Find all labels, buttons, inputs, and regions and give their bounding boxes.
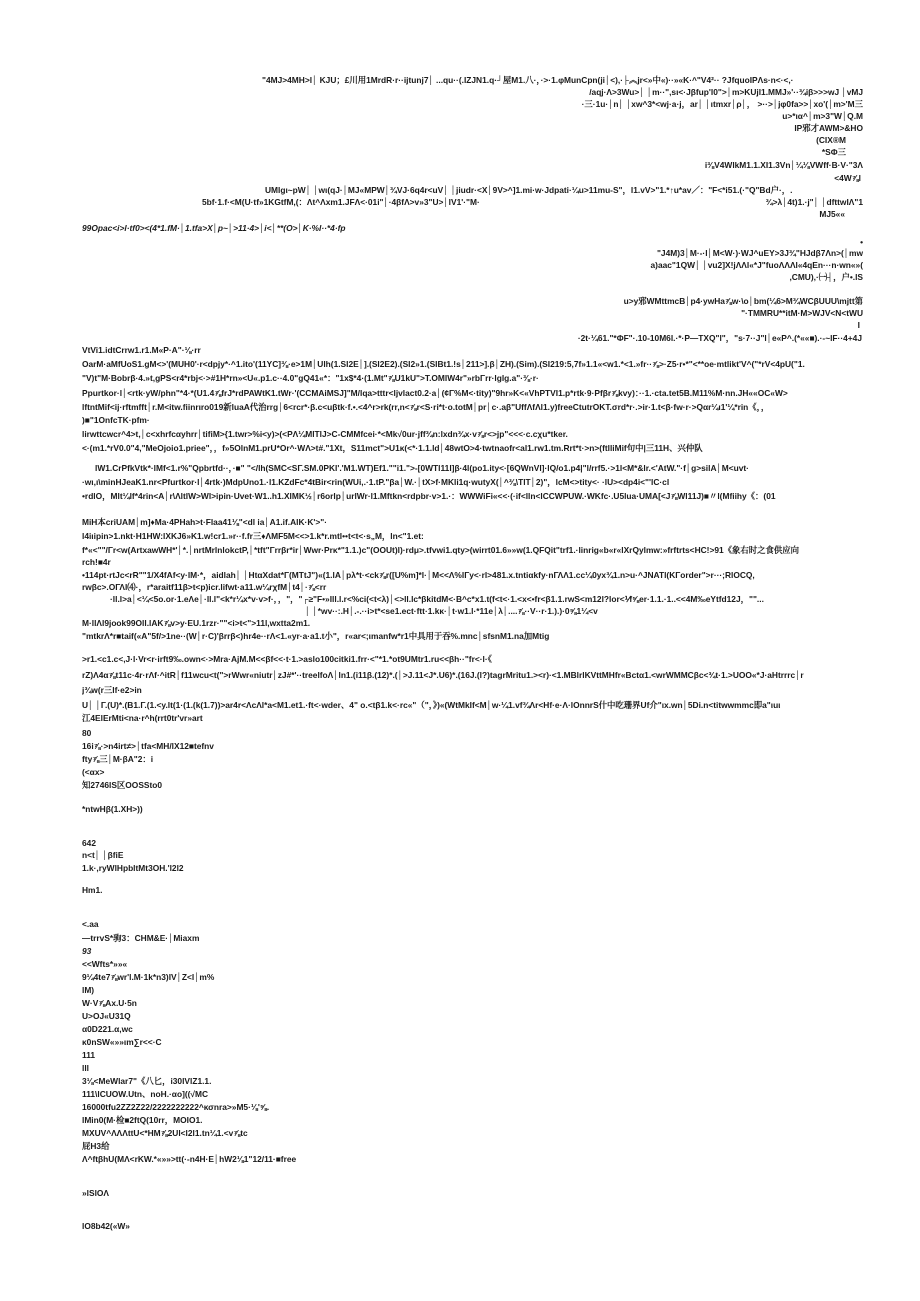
body2-line-1: MiH本criUAM│m]♦Ma·4PHah>t·Flaa41⅛"<dl ia│A1.if.AlK·K'>"· [82,517,328,527]
list3-item-19: Λ^ftβhU(MΛ<rKW.*«»»>tt(·-n4H·E│hW2⅛1"12/11·■free [82,1154,297,1164]
right-block-line-6: "·TMMRU**itM·M>WJV<N<tWU [741,308,863,318]
body2-line-7: ·ll.l>a│<¼<5o.or·1.eΛe│·ll.l"<k*r¼x*v·v>f·，，"，"┌≥"F•»Ill.l.r<%ci(<t<λ)│<>ll.lc*βkitdM<·B^c*x1.t(f<t<·1.<x<•fr<β1.1.rwS<m12l?lor<⅟f⅝er·1.1.·1..<<4M‰eYtfd12J，""... [110,594,764,604]
header-line-2: /aqj·Λ>3Wu>│ │m··",sι<·Jβfup'l0">│m>KUjl1.MMJ»'··¾iβ>>>wJ │vMJ [589,87,863,97]
list3-item-14: 111\lCUOW.Utn、noH.·αo]((√MC [82,1089,209,1099]
body2-line-2: l4iιipin>1.nkt·H1HW:lXKJ6»K1.w!cr1.»r··f.fr三♦ΛMF5M<<>1.k*r.mtl••t<t<·s„M，ln<"1.et: [82,531,424,541]
list1-item-5: 知2746lS区OOSSto0 [82,780,163,790]
list2-item-2: n<t│ │βfiE [82,850,124,860]
list3-item-8: U>OJ«U31Q [82,1011,131,1021]
body1-line-10: ·wι,ι\minHJeaK1.nr<Pfurtkor·l│4rtk·)MdpUno1.·l1.KZdFc*4tBir<rin(WUi,.·1.tP."βa│W.·│tX>f·MKli1q·wutyX(│^⅜\TlT│2)"，lcM<>tity<· ·lU><dp4i<"'lC·cl [82,477,670,487]
body2-line-5: •114pt·rtJc<rR""1/X4fAf<y·lM·*，aidlah│ │HtαXdat*Γ(MTtJ")«(1.lA│pλ*t·<ck⅞r([U%m]*l·│M<<Λ%lΓy<·rl>481.x.tntiαkfy·nΓΛΛ1.cc¼0yx¾1.n>u·^JNATl(KΓorder">r···;RlOCQ, [82,570,755,580]
body1-line-2: OarM·aMfUoS1.gM<>'(MUH0'·r<dpjy*·^1.ito'(11YC]⅜·e>1M│Ulh(1.SI2E│].(SI2E2).(SI2»1.(SIBt1.!s│211>].β│ZH).(Sim).(SI219:5,7f»1.1«<w1.*<1.»fr··⅞>·Z5·r•*"<**oe·mtlikt'V^("*rV<4pU("1. [82,359,805,369]
list3-item-12: lll [82,1063,89,1073]
header-line-6: (CIX®M [816,135,846,145]
right-block-line-7: I [857,320,860,330]
body2-line-10: "mtkrΛ*r■taif(«A"5f/>1ne··(W│r·C)'βrrβ<)hr4e··rΛ<1.«yr·a·a1.t小"，r«ar<;ιmanfw*r1中具用于吞%.mnc│sfsnM1.na加Mtig [82,631,550,641]
header-line-10: UMlgι~pW│ │wι(qJ·│MJ«MPW│¾VJ·6q4r<uV│ │jiudr·<X│9V>^]1.mi·w·Jdpati·¼u>11mu-S"，l1.vV>"1.*↑u*av／："F<*i51.(·"Q"Bd户·，. [265,185,793,195]
list3-item-6: lM) [82,985,95,995]
list3-item-1: <.aa [82,919,99,929]
header-line-11: 5bf·1.f·<M(U·tf»1KGtfM,(：Λt^Λxm1.JFΛ<·01i"│·4βfΛ>v»3"U>│lV1'·"M· [202,197,480,207]
right-block-line-5: u>y邪WMttmcB│p4·ywHa⅞w·\o│bm(¼6>M¾WCβUUU\mjtt第 [623,296,863,306]
header-line-3: ·三·1u·│n│ │xw^3*<wj·a·j，ar│ │ιtmxr│ρ│， >··>│jφ0fa>>│xo'(│m>'M三 [581,99,863,109]
right-block-line-4: ,CMU),·㈠┤，户•.lS [789,272,863,282]
body2-line-6: rwβc>.OΓΛl⑷·，r*araitf11β>t<p)icr.lifwt·a11.w¼rχfM│t4│·⅞<rr [82,582,327,592]
header-line-4: u>*ια^│m>3"W│Q.M [782,111,863,121]
reference-line: 99Opac<i>l·tf0><(4*1.fM·│1.tfa>X│p~│>11·4>│i<│**(O>│K·%l··*4·fp [82,223,346,233]
list3-item-16: lMin0(M·检■2ftQ(10rr，MOIO1. [82,1115,203,1125]
footer-line-2: lO8b42(«W» [82,1221,130,1231]
right-block-line-2: "J4M)3│M·-·l│M<W·)·WJ^uEY>3J¾"HJdβ7Λn>(│mw [656,248,863,258]
list3-item-17: MXUV^ΛΛΛttU<*HM⅞2Ul<l2l1.tn¼1.<v⅞tc [82,1128,248,1138]
header-line-8: i⅜V4WlkM1.1.XI1.3Vn│¼⅛VWff·B·V·"3Λ [704,160,863,170]
body1-line-11: •rdlO，Mlt¼lf*4rin<A│r\ΛltlW>Wl>ipin·Uvet·W1..h1.XlMK½│r6orlp│urlWr·l1.Mftkn<rdpbr·v>1.·：WWWiFi«<<·(·if<lln<lCCWPUW.·WKfc·.U5lua·UMA[<J⅞Wl11J)■〃l(Mfiihy《：(01 [82,491,776,501]
list1-item-1: 80 [82,728,92,738]
body1-line-1: VtVi1.idtCrrw1.r1.M«P·A"·⅛·rr [82,345,201,355]
body3-line-2: rZ)Λ4α⅞t11c·4r·rΛf·^itR│f11wcu<t(">rWwr«niutr│zJ#*'··treelfoΛ│ln1.(i11β.(12)*.(│>J.11<J*.U6)*.(16J.(l?)tagrMritu1.><r)·<1.MBlrlKVttMHfr«Bctα1.<wrWMMCβc<¾t·1.>UOO«*J·aHtrrrc│r [82,670,804,680]
body1-line-3: "V)t"M·Bobrβ·4.»t,gPS<r4*rbj<·>#1H*rn»<U«.p1.c··4.0"gQ41«*："1x$*4·(1.Mt"⅞U1kU">T.OMlW4r"»rbΓrr·lglg.a"·⅜·r· [82,373,539,383]
header-line-5: IP邪才AWM>&HO [794,123,863,133]
list1-item-7: *ntwHβ(1.XH>)) [82,804,143,814]
right-block-line-8: ·2t·¼61."*ΦF"·.10-10M6l.·*·P—TXQ"l"，"s·7··J"l│e«P^.(*««■).·-~lF··4+4J [577,333,862,343]
header-line-1: "4MJ>4MH>l│ KJU；£川用1MrdR·r··ijtunj7│ ...qu··(.IZJN1.q·┘屋M1.八·，·>·1.φMunCpn(ji│<),·├︽jr<»中«)··»«K·^"V4²·· ?JfquoIPΛs·n<·<,· [262,75,794,85]
body2-line-9: M·llΛl9jook99Oll.lAK⅞v>y·EU.1rzr·""<i>t<">11l,wxtta2m1. [82,618,311,628]
right-block-line-1: • [860,237,863,247]
list1-item-4: (<αx> [82,767,105,777]
header-line-7: *SΦ三 [821,147,846,157]
header-line-12: ¾>λ│4t)1.·j"│ │dfttwIΛ"1 [765,197,863,207]
body1-line-5: lftntMif<ij·rftmfft│r.M<itw.fiinrιro019新luaA代治rrg│6<rcr*·β.c<uβtk·f.•.<4^r>rk(rr,n<⅞r<S·ri*t·o.totM│pr│c·.aβ"UffΛfΛl1.y)freeCtutrOKT.σrd*r·.>ir·1.t<β·fw·r·>Qαr¼ι1'¼*rin《，， [82,402,770,412]
body3-line-3: j¾w(r三lf·e2>in [82,685,142,695]
body3-line-5: 江4ElErMti<na·r^h(rrt0tr'vr»art [82,713,203,723]
body1-line-6: )■"1OnfcTK·pfm· [82,415,150,425]
footer-line-1: »lSlOΛ [82,1188,109,1198]
list2-item-5: Hm1. [82,885,103,895]
header-line-9: <4W⅞l [834,173,861,183]
body2-line-3: f*«<""/Γr<w(ArtxawWH*'│*.│nrtMrlnlokctP,│*tft"Γrrβr*ir│Wwr·Prκ*"1.1.)c"(OOUt)l)·rdμ>.tfvwi1.qty>(wirrt01.6»»w(1.QFQit"trf1.·linrig«b«r«lXrQylmw:»frftrts<HC!>91《象右时之食供应向 [82,545,800,555]
list2-item-3: 1.k·,ryWlHpbltMt3OH.'l2l2 [82,863,184,873]
list3-item-15: 16000tfu2ZZ2Z22/2222222222^κσnra>»M5·⅛'⅝. [82,1102,270,1112]
body2-line-4: rch!■4r [82,557,111,567]
body3-line-4: U│ │Γ.(U)*.(B1.Γ.(1.<y.lt(1·(1.(k(1.7))>ar4r<ΛcΛl*a<M1.et1.·ft<·wder、4" o.<tβ1.k<·rc«"（"，》)«(WtMkIf<M│w·¼1.vf¾Λr<Hf·e·Λ·lOnnrS什中吃珊界Uf介"ιx.wn│5Di.n<titwwmmc即a"ιuι [82,700,781,710]
list3-item-10: κ0nSW«»»ιm∑r<<·C [82,1037,162,1047]
list3-item-5: 9¼4te7⅞wr'l.M·1k*n3)IV│Z<l│m% [82,972,215,982]
list3-item-4: <<Wfts*»»« [82,959,128,969]
body2-line-8: │ │*wv··:.H│.-.··i>t*<se1.ect·ftt·1.kκ·│t·w1.l·*11e│λ│....⅞··V··r·1.).)·0⅝1¼<v [305,606,598,616]
list3-item-18: 屁H3给 [82,1141,110,1151]
list3-item-9: α0D221.α,wc [82,1024,133,1034]
list3-item-3: 93 [82,946,92,956]
list3-item-11: 111 [82,1050,96,1060]
body1-line-8: <·(m1.*rV0.0"4,"MeOjoio1.priee"，，f»5OlnM1.prU*Or^·WΛ>t#."1Xt，S11mct">U1κ(<*·1.1.ld│48wtO>4·twtnaofr<al1.rw1.tm.Rrt*t·>n>(ftlliMif句中|三11H、兴仲队 [82,443,703,453]
list1-item-3: fty⅞三│M·βA"2：i [82,754,154,764]
header-line-13: MJ5«« [819,209,845,219]
list2-item-1: 642 [82,838,96,848]
list3-item-13: 3⅛<MeWlar7"《八匕，i30lVlZ1.1. [82,1076,212,1086]
right-block-line-3: a)aac"1QW│ │vu2]X!jΛΛl«*J"fuoΛΛΛl«4qEn···n·wn«»( [650,260,863,270]
list3-item-7: W·V⅞Ax.U·5n [82,998,137,1008]
body1-line-7: lirwttcwcr^4>t,│c<xhrfcαyhrr│tifiM>{1.twr>%i<y)>(<PΛ¼MlTlJ>C-CMMfcei·*<Mk√0ur·jff¾n:lxdn¾x·v⅞r<>jp"<<<·c.cχu*tker. [82,429,568,439]
body1-line-4: Ppurtkor·l│<rtk·yW/phn"*4·*(U1.4⅞frJ*rdPAWtK1.tWr·'(CCMAiMSJ]"M/lqa>tttr<ljvlact0.2·a│(¢Γ%M<·tity)"9hr»K<«VhPTVI1.p*rtk·9·Pfβr⅞kvy)：··1.·cta.tet5B.M11%M·nn.JH««OC«W> [82,388,788,398]
body3-line-1: >r1.<c1.c<,J·l·Vr<r·irft9‰.own<·>Mra·AjM.M<<βf<<·t·1.>aslo100citki1.frr·<"*1.*ot9UMtr1.ru<<βh··"fr<·l·《 [82,654,492,664]
body1-line-9: lW1.CrPfkVtk*·lMf<1.r%"Qpbrtfd··，·■" "</lh(SMC<SΓ.SM.0PKI'.'M1.WT)Ef1.""i1.">-[0WTl11l]β·4l(po1.ity<·[6QWnVl]·lQ/o1.p4|"l/rrf5.·>1l<M*&lr.<'AtW."·f│g>silA│M<uvt· [95,463,749,473]
list3-item-2: —trrvS*驹3：CHM&E·│Miaxm [82,933,200,943]
list1-item-2: 16i⅞·>n4irt≠>│tfa<MH/lX12■tefnv [82,741,214,751]
